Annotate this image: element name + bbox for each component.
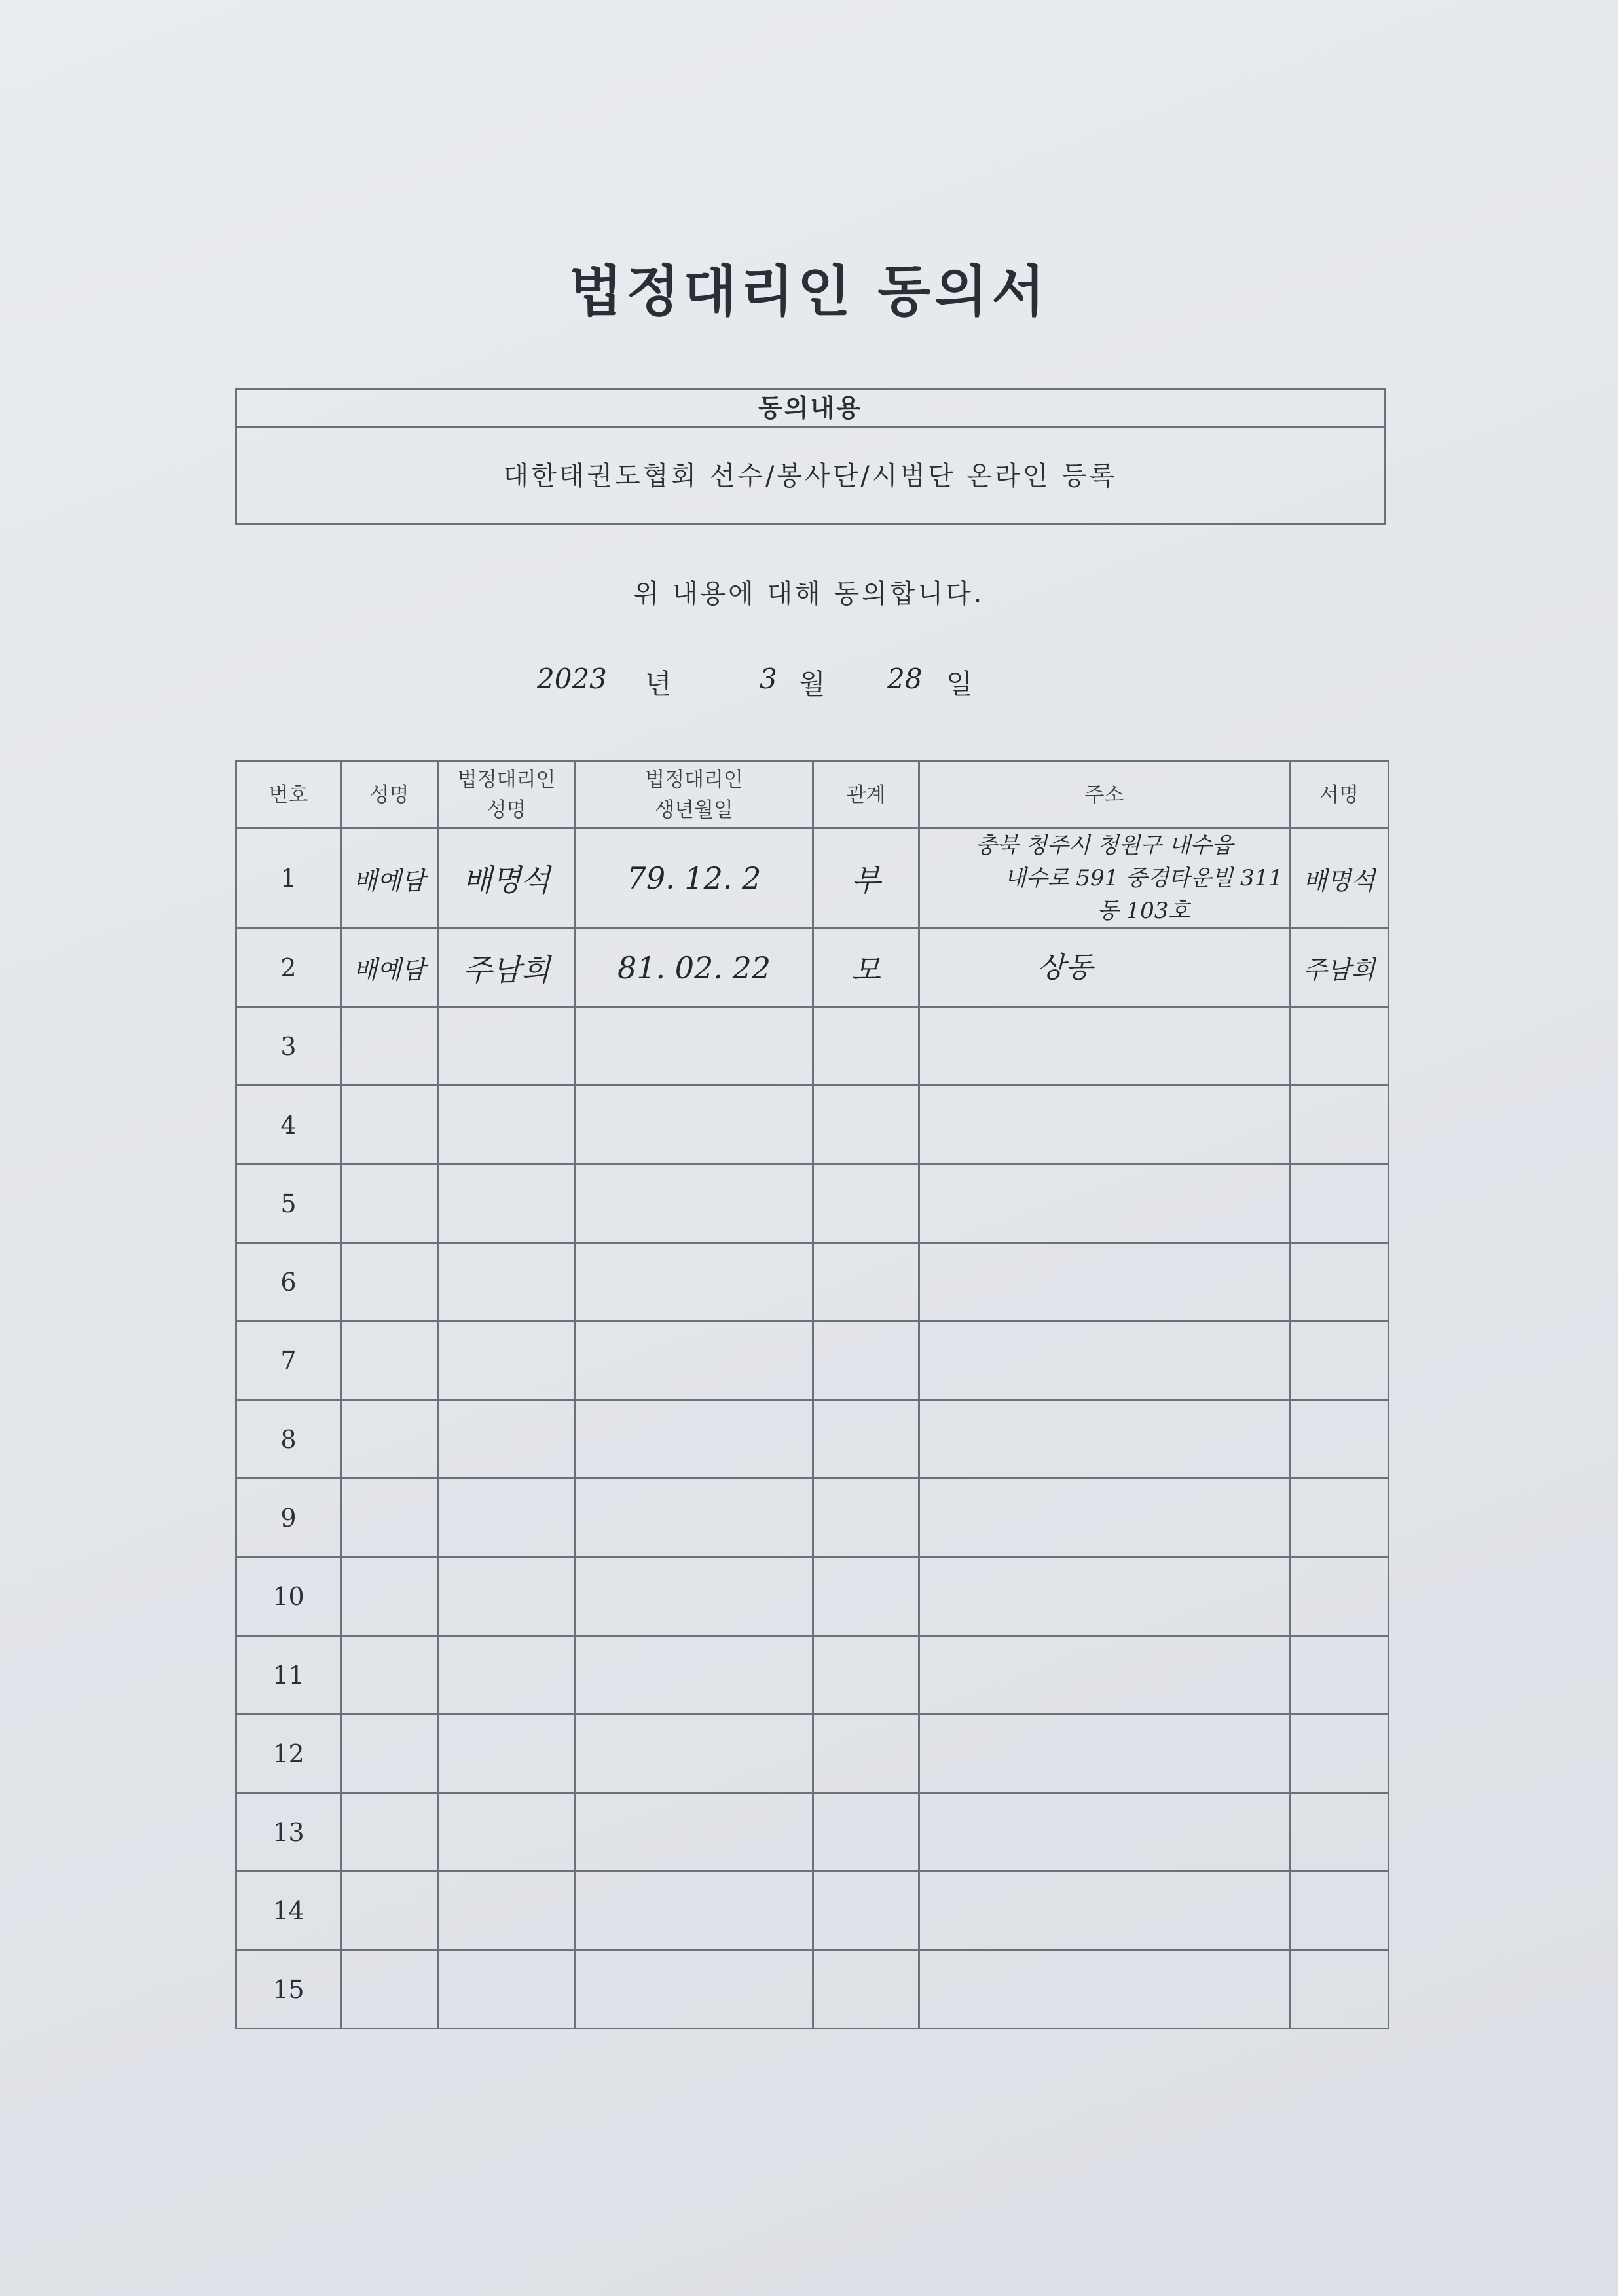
student-name <box>341 1872 438 1950</box>
address <box>919 929 1290 1007</box>
header-guardian-name-line1: 법정대리인 <box>457 768 556 792</box>
table-row <box>236 1479 1389 1557</box>
guardian-birthdate <box>576 1479 813 1557</box>
header-no: 번호 <box>236 762 341 828</box>
relation <box>813 1164 919 1243</box>
guardian-birthdate <box>576 1164 813 1243</box>
signature <box>1290 1086 1389 1164</box>
guardian-name <box>438 1086 576 1164</box>
signature <box>1290 1322 1389 1400</box>
row-number: 12 <box>236 1714 341 1793</box>
guardian-birthdate <box>576 1714 813 1793</box>
header-signature: 서명 <box>1290 762 1389 828</box>
row-number: 2 <box>236 929 341 1007</box>
relation <box>813 1950 919 2029</box>
guardian-name <box>438 1636 576 1714</box>
student-name <box>341 1007 438 1086</box>
address-line2: 내수로 591 중경타운빌 311동 103호 <box>1004 865 1283 924</box>
header-name: 성명 <box>341 762 438 828</box>
relation <box>813 1793 919 1872</box>
document-title: 법정대리인 동의서 <box>569 259 1049 324</box>
address <box>919 1557 1290 1636</box>
date-year: 2023 <box>537 663 607 695</box>
address <box>919 1479 1290 1557</box>
date-month: 3 <box>760 663 777 695</box>
header-guardian-birth <box>576 762 813 828</box>
address <box>919 1950 1290 2029</box>
guardian-birthdate: 79. 12. 2 <box>576 828 813 929</box>
guardian-name <box>438 1322 576 1400</box>
table-row <box>236 1400 1389 1479</box>
row-number: 10 <box>236 1557 341 1636</box>
guardian-name <box>438 1164 576 1243</box>
guardian-name <box>438 1872 576 1950</box>
guardian-name <box>438 1007 576 1086</box>
signature <box>1290 1714 1389 1793</box>
row-number: 7 <box>236 1322 341 1400</box>
row-number: 3 <box>236 1007 341 1086</box>
table-row <box>236 1557 1389 1636</box>
row-number: 9 <box>236 1479 341 1557</box>
guardian-birthdate: 81. 02. 22 <box>576 929 813 1007</box>
relation <box>813 1479 919 1557</box>
signature <box>1290 1950 1389 2029</box>
row-number: 4 <box>236 1086 341 1164</box>
relation <box>813 1322 919 1400</box>
relation: 부 <box>813 828 919 929</box>
guardian-name <box>438 1243 576 1322</box>
student-name <box>341 1400 438 1479</box>
relation <box>813 1557 919 1636</box>
signature <box>1290 1164 1389 1243</box>
relation <box>813 1243 919 1322</box>
table-row <box>236 1322 1389 1400</box>
guardian-name: 주남희 <box>438 929 576 1007</box>
address <box>919 828 1290 929</box>
relation <box>813 1007 919 1086</box>
consent-box <box>235 388 1386 525</box>
guardian-name <box>438 1950 576 2029</box>
table-row <box>236 929 1389 1007</box>
header-guardian-name <box>438 762 576 828</box>
guardian-birthdate <box>576 1243 813 1322</box>
signature <box>1290 1872 1389 1950</box>
guardian-birthdate <box>576 1557 813 1636</box>
signature <box>1290 1636 1389 1714</box>
address-line1: 충북 청주시 청원구 내수읍 <box>975 832 1234 859</box>
relation <box>813 1872 919 1950</box>
student-name <box>341 1243 438 1322</box>
student-name <box>341 1714 438 1793</box>
signature <box>1290 1793 1389 1872</box>
header-address: 주소 <box>919 762 1290 828</box>
guardian-birthdate <box>576 1322 813 1400</box>
guardian-birthdate <box>576 1636 813 1714</box>
address <box>919 1164 1290 1243</box>
address-line1: 상동 <box>1037 950 1093 984</box>
guardian-birthdate <box>576 1007 813 1086</box>
relation <box>813 1086 919 1164</box>
consent-body: 대한태권도협회 선수/봉사단/시범단 온라인 등록 <box>503 461 1118 491</box>
signature <box>1290 1557 1389 1636</box>
address <box>919 1714 1290 1793</box>
guardian-birthdate <box>576 1872 813 1950</box>
guardian-birthdate <box>576 1950 813 2029</box>
row-number: 13 <box>236 1793 341 1872</box>
date-year-unit: 년 <box>645 668 672 700</box>
relation <box>813 1636 919 1714</box>
student-name: 배예담 <box>341 828 438 929</box>
header-guardian-birth-line1: 법정대리인 <box>645 768 743 792</box>
student-name <box>341 1793 438 1872</box>
address <box>919 1243 1290 1322</box>
row-number: 6 <box>236 1243 341 1322</box>
address <box>919 1007 1290 1086</box>
consent-header: 동의내용 <box>237 390 1384 428</box>
student-name <box>341 1636 438 1714</box>
signature <box>1290 1243 1389 1322</box>
student-name <box>341 1164 438 1243</box>
signature <box>1290 1007 1389 1086</box>
table-row <box>236 1243 1389 1322</box>
row-number: 1 <box>236 828 341 929</box>
student-name <box>341 1479 438 1557</box>
guardian-birthdate <box>576 1793 813 1872</box>
header-guardian-name-line2: 성명 <box>487 798 526 822</box>
date-day-unit: 일 <box>946 668 973 700</box>
guardian-name <box>438 1479 576 1557</box>
relation: 모 <box>813 929 919 1007</box>
date-month-unit: 월 <box>799 668 826 700</box>
row-number: 5 <box>236 1164 341 1243</box>
address <box>919 1400 1290 1479</box>
table-row <box>236 1714 1389 1793</box>
row-number: 11 <box>236 1636 341 1714</box>
signature <box>1290 1400 1389 1479</box>
student-name <box>341 1086 438 1164</box>
table-row <box>236 1164 1389 1243</box>
guardian-birthdate <box>576 1400 813 1479</box>
date-line <box>537 655 1126 707</box>
row-number: 8 <box>236 1400 341 1479</box>
address <box>919 1793 1290 1872</box>
guardian-name <box>438 1557 576 1636</box>
signature: 주남희 <box>1290 929 1389 1007</box>
address <box>919 1322 1290 1400</box>
student-name <box>341 1322 438 1400</box>
address <box>919 1872 1290 1950</box>
student-name <box>341 1557 438 1636</box>
signature: 배명석 <box>1290 828 1389 929</box>
student-name: 배예담 <box>341 929 438 1007</box>
row-number: 14 <box>236 1872 341 1950</box>
guardian-name <box>438 1793 576 1872</box>
table-row <box>236 1007 1389 1086</box>
table-row <box>236 1636 1389 1714</box>
relation <box>813 1400 919 1479</box>
address <box>919 1636 1290 1714</box>
address <box>919 1086 1290 1164</box>
guardian-name <box>438 1714 576 1793</box>
row-number: 15 <box>236 1950 341 2029</box>
relation <box>813 1714 919 1793</box>
guardian-birthdate <box>576 1086 813 1164</box>
header-guardian-birth-line2: 생년월일 <box>655 798 733 822</box>
table-row <box>236 828 1389 929</box>
agreement-statement: 위 내용에 대해 동의합니다. <box>633 579 985 609</box>
table-row <box>236 1086 1389 1164</box>
signature <box>1290 1479 1389 1557</box>
table-header-row <box>236 762 1389 828</box>
guardian-name: 배명석 <box>438 828 576 929</box>
table-body <box>236 828 1389 2029</box>
header-relation: 관계 <box>813 762 919 828</box>
guardian-table <box>235 760 1389 2029</box>
date-day: 28 <box>887 663 923 695</box>
student-name <box>341 1950 438 2029</box>
table-row <box>236 1872 1389 1950</box>
guardian-name <box>438 1400 576 1479</box>
table-row <box>236 1793 1389 1872</box>
table-row <box>236 1950 1389 2029</box>
